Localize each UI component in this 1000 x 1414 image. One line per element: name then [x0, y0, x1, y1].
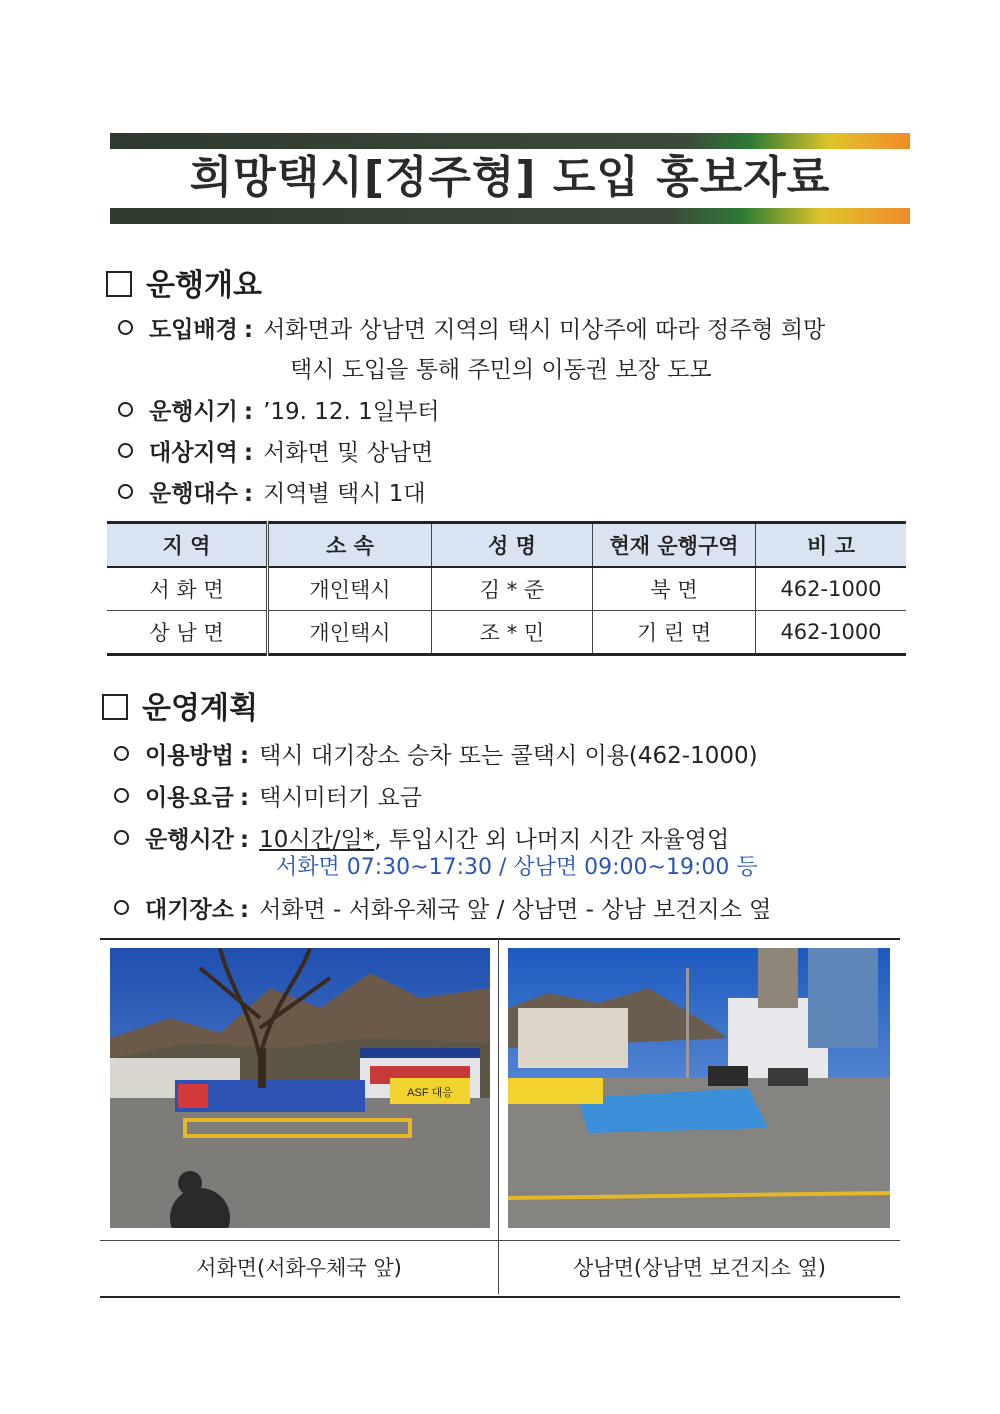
item-background-cont: [290, 354, 712, 386]
checkbox-square-icon: [106, 271, 132, 297]
item-waiting: 대기장소 : 서화면 - 서화우체국 앞 / 상남면 - 상남 보건지소 옆: [114, 894, 771, 926]
item-count: 운행대수 : 지역별 택시 1대: [118, 478, 426, 510]
item-background: 도입배경 : 서화면과 상남면 지역의 택시 미상주에 따라 정주형 희망: [118, 314, 825, 346]
item-label: 대기장소: [145, 897, 234, 923]
caption-left: 서화면(서화우체국 앞): [196, 1256, 402, 1280]
table-row: [107, 611, 906, 655]
title-stripe-bottom: [110, 208, 910, 224]
item-text: 서화면과 상남면 지역의 택시 미상주에 따라 정주형 희망: [263, 317, 826, 343]
table-header-cell: 비 고: [756, 523, 907, 568]
table-header-cell: 현재 운행구역: [593, 523, 756, 568]
item-fare: 이용요금 : 택시미터기 요금: [114, 782, 422, 814]
item-text: , 투입시간 외 나머지 시간 자율영업: [374, 827, 730, 853]
circle-bullet-icon: [114, 830, 129, 845]
item-label: 도입배경: [149, 317, 238, 343]
table-cell: 462-1000: [756, 611, 907, 655]
table-cell: 북 면: [593, 567, 756, 611]
section-heading-text: 운행개요: [146, 268, 262, 303]
item-text: 서화면 - 서화우체국 앞 / 상남면 - 상남 보건지소 옆: [259, 897, 772, 923]
table-cell: 개인택시: [268, 611, 432, 655]
item-label: 이용요금: [145, 785, 234, 811]
item-text: 택시미터기 요금: [259, 785, 422, 811]
driver-table: [107, 521, 906, 656]
item-text: 서화면 및 상남면: [263, 440, 434, 466]
table-cell: 개인택시: [268, 567, 432, 611]
item-label: 이용방법: [145, 743, 234, 769]
section-heading-plan: [102, 683, 258, 727]
table-cell: 서 화 면: [107, 567, 268, 611]
item-usage: 이용방법 : 택시 대기장소 승차 또는 콜택시 이용(462-1000): [114, 740, 758, 772]
item-hours-detail: [276, 852, 758, 884]
table-row: [107, 567, 906, 611]
page-title: 희망택시[정주형] 도입 홍보자료: [189, 152, 831, 203]
table-cell: 462-1000: [756, 567, 907, 611]
title-stripe-top: [110, 133, 910, 149]
item-label: 운행시기: [149, 399, 238, 425]
item-text-underlined: 10시간/일*: [259, 827, 375, 853]
table-cell: 조 * 민: [432, 611, 593, 655]
circle-bullet-icon: [118, 484, 133, 499]
item-label: 대상지역: [149, 440, 238, 466]
circle-bullet-icon: [118, 320, 133, 335]
table-header-cell: 소 속: [268, 523, 432, 568]
section-heading-overview: [106, 260, 262, 304]
caption-divider: [100, 1240, 900, 1241]
caption-right: 상남면(상남면 보건지소 옆): [573, 1256, 826, 1280]
circle-bullet-icon: [118, 402, 133, 417]
item-period: 운행시기 : ’19. 12. 1일부터: [118, 396, 439, 428]
item-text-continued: 택시 도입을 통해 주민의 이동권 보장 도모: [290, 357, 712, 383]
item-subtext: 서화면 07:30~17:30 / 상남면 09:00~19:00 등: [276, 855, 758, 880]
circle-bullet-icon: [114, 746, 129, 761]
photo-sangnam-health-center: [508, 948, 890, 1228]
section-heading-text: 운영계획: [142, 691, 258, 726]
item-label: 운행시간: [145, 827, 234, 853]
table-cell: 김 * 준: [432, 567, 593, 611]
table-cell: 기 린 면: [593, 611, 756, 655]
item-text: 지역별 택시 1대: [263, 481, 426, 507]
table-header-cell: 지 역: [107, 523, 268, 568]
item-hours: 운행시간 : 10시간/일*, 투입시간 외 나머지 시간 자율영업: [114, 824, 729, 856]
item-label: 운행대수: [149, 481, 238, 507]
item-text: ’19. 12. 1일부터: [263, 399, 440, 425]
photo-seohwa-post-office: [110, 948, 490, 1228]
checkbox-square-icon: [102, 694, 128, 720]
circle-bullet-icon: [118, 443, 133, 458]
table-cell: 상 남 면: [107, 611, 268, 655]
item-text: 택시 대기장소 승차 또는 콜택시 이용(462-1000): [259, 743, 758, 769]
circle-bullet-icon: [114, 900, 129, 915]
photo-banner-text: ASF 대응: [407, 1087, 453, 1099]
table-header-row: [107, 523, 906, 568]
circle-bullet-icon: [114, 788, 129, 803]
item-region: 대상지역 : 서화면 및 상남면: [118, 437, 433, 469]
table-header-cell: 성 명: [432, 523, 593, 568]
